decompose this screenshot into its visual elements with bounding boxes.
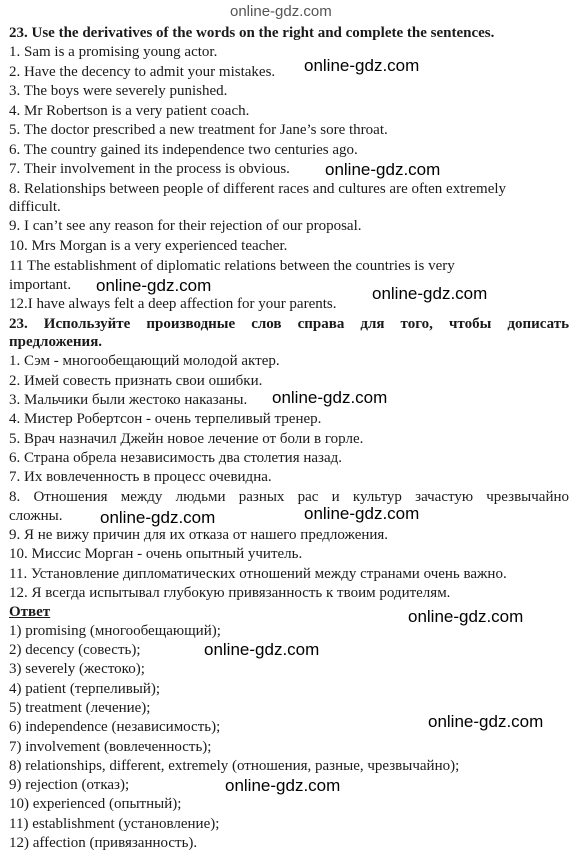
watermark: online-gdz.com [225,776,341,795]
watermark: online-gdz.com [100,508,216,527]
watermark: online-gdz.com [325,160,441,179]
sentence-line: 3. The boys were severely punished. [9,83,228,99]
watermark: online-gdz.com [230,3,332,20]
exercise-heading-russian: 23. Используйте производные слов справа для того, чтобы дописать [9,316,569,332]
sentence-line: 1. Sam is a promising young actor. [9,44,218,60]
sentence-line: 10. Миссис Морган - очень опытный учитель. [9,546,303,562]
sentence-line: 10. Mrs Morgan is a very experienced teacher. [9,238,288,254]
watermark: online-gdz.com [204,640,320,659]
sentence-line: 4. Мистер Робертсон - очень терпеливый тренер. [9,411,322,427]
answer-item: 12) affection (привязанность). [9,835,198,851]
sentence-line: 12. Я всегда испытывал глубокую привязанность к твоим родителям. [9,585,451,601]
sentence-line: 7. Их вовлеченность в процесс очевидна. [9,469,272,485]
answer-item: 2) decency (совесть); [9,642,141,658]
sentence-line: 9. I can’t see any reason for their rejection of our proposal. [9,218,362,234]
sentence-line: 3. Мальчики были жестоко наказаны. [9,392,248,408]
watermark: online-gdz.com [304,56,420,75]
sentence-line: 6. The country gained its independence two centuries ago. [9,142,358,158]
sentence-line: difficult. [9,199,61,215]
answer-item: 10) experienced (опытный); [9,796,182,812]
watermark: online-gdz.com [428,712,544,731]
sentence-line: 9. Я не вижу причин для их отказа от нашего предложения. [9,527,389,543]
watermark: online-gdz.com [408,607,524,626]
sentence-line: 8. Relationships between people of different races and cultures are often extremely [9,181,507,197]
answer-title: Ответ [9,604,51,620]
answer-item: 1) promising (многообещающий); [9,623,221,639]
answer-item: 8) relationships, different, extremely (отношения, разные, чрезвычайно); [9,758,460,774]
sentence-line: 11. Установление дипломатических отношений между странами очень важно. [9,566,507,582]
sentence-line: 12.I have always felt a deep affection for your parents. [9,296,337,312]
sentence-line: 4. Mr Robertson is a very patient coach. [9,103,250,119]
sentence-line: 11 The establishment of diplomatic relations between the countries is very [9,258,455,274]
sentence-line: 5. Врач назначил Джейн новое лечение от боли в горле. [9,431,364,447]
sentence-line: 7. Their involvement in the process is obvious. [9,161,290,177]
sentence-line: 1. Сэм - многообещающий молодой актер. [9,353,280,369]
answer-item: 7) involvement (вовлеченность); [9,739,212,755]
sentence-line: 6. Страна обрела независимость два столетия назад. [9,450,343,466]
answer-item: 9) rejection (отказ); [9,777,130,793]
sentence-line: 2. Имей совесть признать свои ошибки. [9,373,263,389]
sentence-line: сложны. [9,508,63,524]
answer-item: 3) severely (жестоко); [9,661,145,677]
watermark: online-gdz.com [304,504,420,523]
answer-item: 5) treatment (лечение); [9,700,151,716]
exercise-heading-english: 23. Use the derivatives of the words on the right and complete the sentences. [9,25,495,41]
watermark: online-gdz.com [372,284,488,303]
sentence-line: 5. The doctor prescribed a new treatment for Jane’s sore throat. [9,122,388,138]
watermark: online-gdz.com [96,276,212,295]
answer-item: 11) establishment (установление); [9,816,220,832]
answer-item: 4) patient (терпеливый); [9,681,161,697]
watermark: online-gdz.com [272,388,388,407]
answer-item: 6) independence (независимость); [9,719,221,735]
sentence-line: important. [9,277,72,293]
exercise-heading-russian: предложения. [9,334,103,350]
sentence-line: 8. Отношения между людьми разных рас и культур зачастую чрезвычайно [9,489,569,505]
sentence-line: 2. Have the decency to admit your mistakes. [9,64,276,80]
